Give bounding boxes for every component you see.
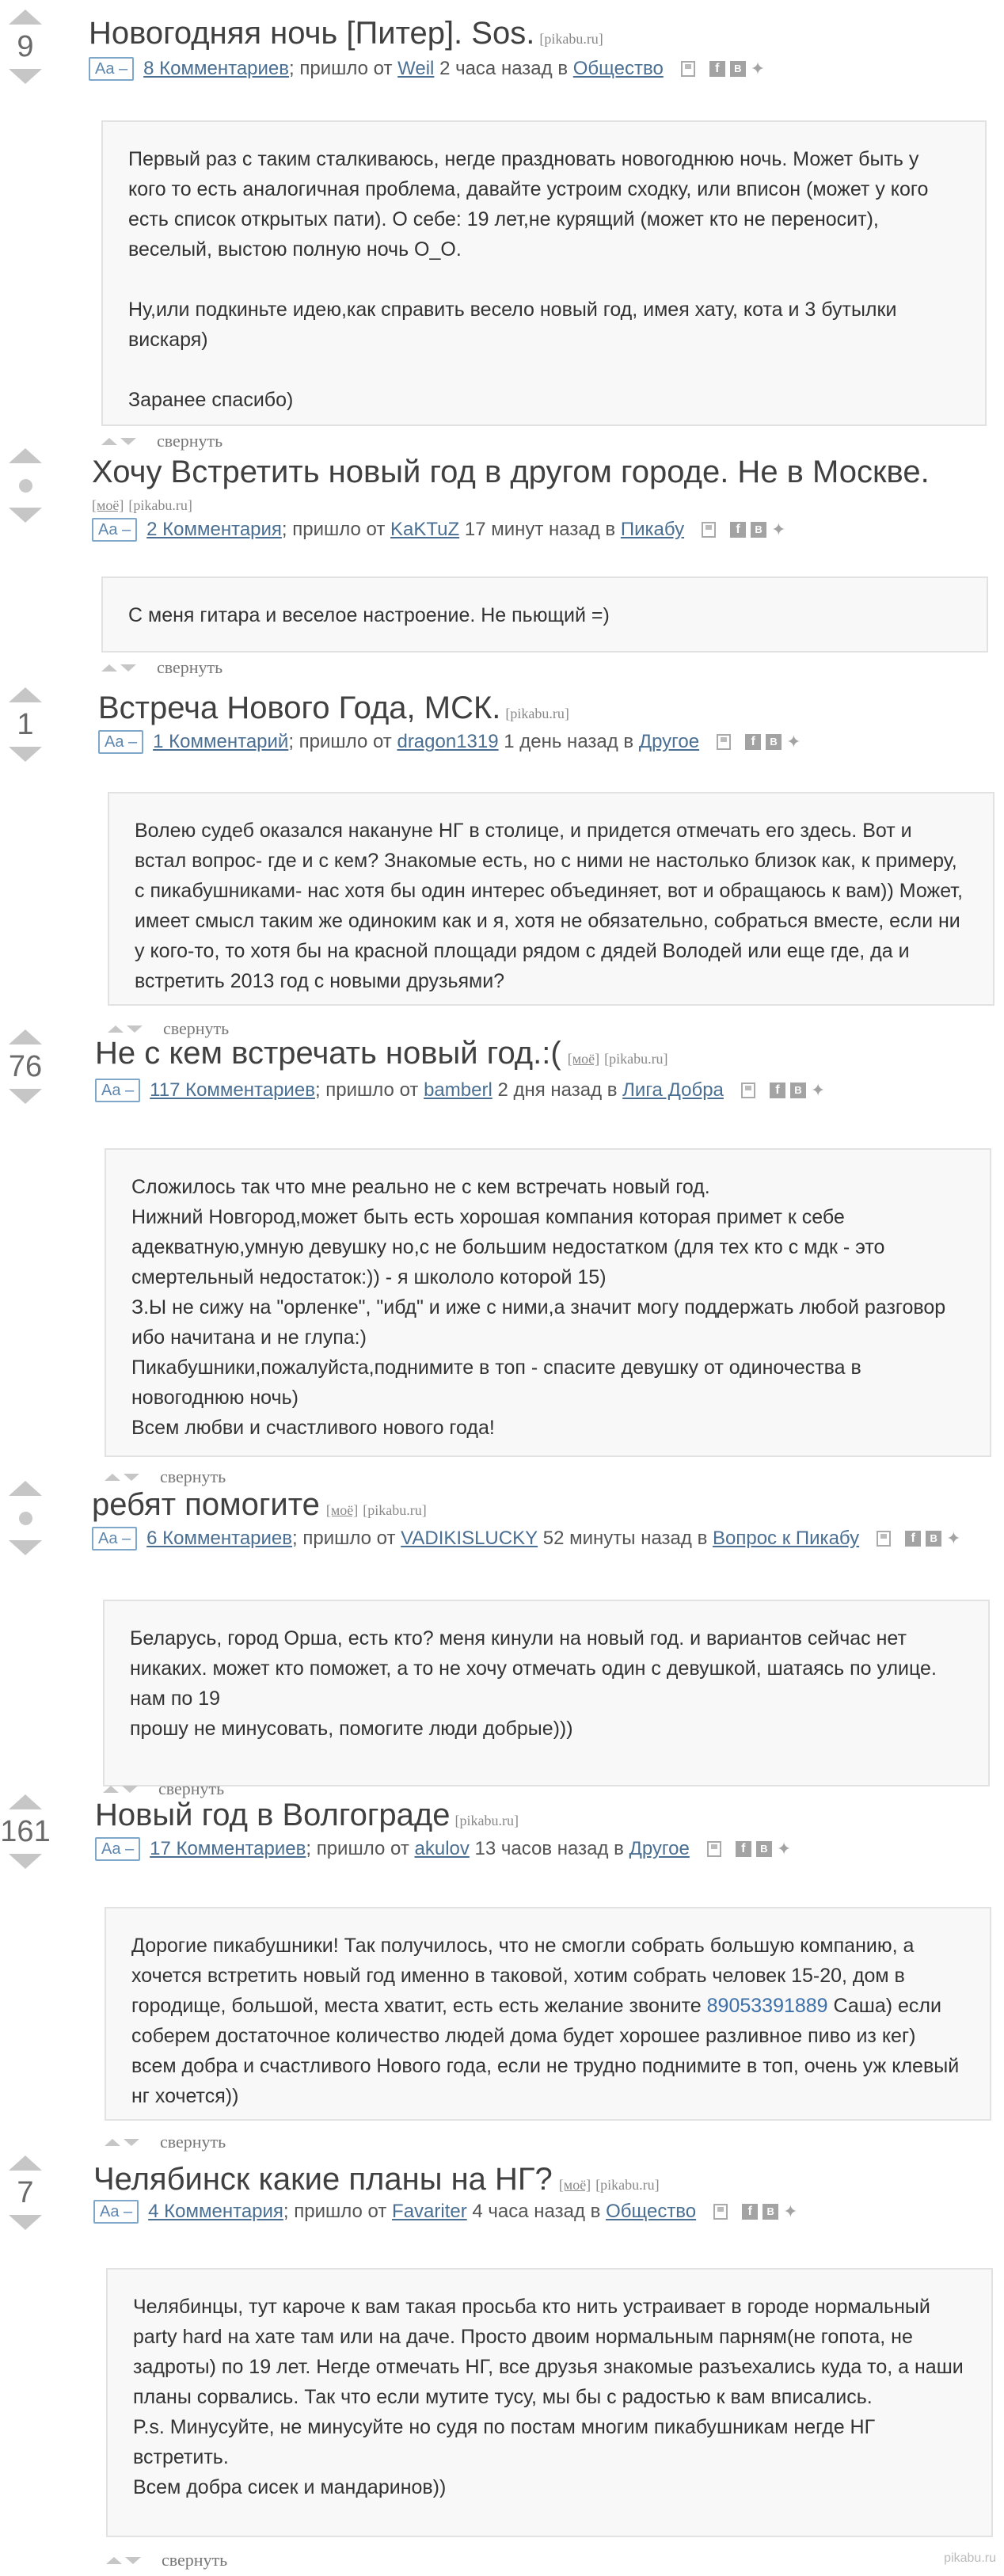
meta-in-label: в (557, 58, 569, 79)
post-time: 2 дня назад (497, 1079, 603, 1101)
downvote-icon[interactable] (9, 1089, 42, 1104)
post-meta (93, 2200, 798, 2224)
facebook-icon[interactable]: f (905, 1531, 921, 1547)
source-tag: [pikabu.ru] (539, 31, 603, 47)
font-size-toggle[interactable]: Aa – (93, 2200, 139, 2224)
upvote-icon[interactable] (9, 2156, 42, 2171)
vk-icon[interactable]: B (730, 61, 746, 77)
vk-icon[interactable]: B (763, 2204, 778, 2220)
post-paragraph (131, 1931, 964, 2111)
small-upvote-icon[interactable] (101, 664, 117, 672)
meta-in-label: в (697, 1528, 708, 1549)
source-tag: [pikabu.ru] (363, 1502, 427, 1518)
post-body (105, 1907, 991, 2121)
post-paragraph: Первый раз с таким сталкиваюсь, негде праздновать новогоднюю ночь. Может быть у кого то есть аналогичная проблема, давайте устроим сходку, или вписон (может у кого есть список открытых пати). О себе: 19 лет,не курящий (может кто не переносит), веселый, выстою полную ночь О_О. (128, 148, 929, 261)
source-tag: [pikabu.ru] (505, 706, 569, 721)
post-title-link[interactable]: ребят помогите (92, 1487, 320, 1522)
facebook-icon[interactable]: f (709, 61, 725, 77)
post-title-row (95, 1034, 668, 1072)
vote-column (0, 2156, 51, 2230)
own-post-tag[interactable]: [моё] (92, 497, 124, 513)
post-body (105, 1148, 991, 1457)
vk-icon[interactable]: B (766, 734, 782, 750)
category-link[interactable]: Другое (638, 731, 700, 752)
meta-from-label: ; пришло от (314, 1079, 419, 1101)
meta-in-label: в (614, 1838, 624, 1859)
vk-icon[interactable]: B (790, 1083, 806, 1098)
twitter-icon[interactable]: ✦ (786, 732, 801, 751)
post-meta (95, 1079, 825, 1102)
meta-from-label: ; пришло от (288, 731, 392, 752)
small-upvote-icon[interactable] (106, 2557, 122, 2564)
meta-from-label: ; пришло от (289, 58, 393, 79)
small-upvote-icon[interactable] (103, 1786, 119, 1793)
font-size-toggle[interactable]: Aa – (92, 1527, 137, 1551)
comments-link[interactable]: 1 Комментарий (153, 731, 289, 752)
small-upvote-icon[interactable] (105, 1474, 120, 1481)
small-downvote-icon[interactable] (125, 2557, 141, 2564)
small-downvote-icon[interactable] (120, 438, 136, 445)
own-post-tag[interactable]: [моё] (558, 2177, 591, 2193)
vote-column (0, 10, 51, 84)
meta-from-label: ; пришло от (306, 1838, 409, 1859)
post-paragraph: С меня гитара и веселое настроение. Не пьющий =) (128, 604, 610, 626)
upvote-icon[interactable] (9, 10, 42, 25)
collapse-link[interactable]: свернуть (163, 1018, 230, 1038)
vk-icon[interactable]: B (751, 522, 766, 538)
vote-column (0, 1481, 51, 1555)
twitter-icon[interactable]: ✦ (771, 519, 786, 539)
source-tag: [pikabu.ru] (595, 2177, 660, 2193)
post-tags-row (86, 497, 192, 514)
save-icon[interactable] (717, 734, 731, 750)
small-upvote-icon[interactable] (101, 438, 117, 445)
downvote-icon[interactable] (9, 69, 42, 84)
facebook-icon[interactable]: f (745, 734, 761, 750)
collapse-row (101, 657, 222, 678)
upvote-icon[interactable] (9, 687, 42, 702)
comments-link[interactable]: 8 Комментариев (143, 58, 290, 79)
paragraph-gap (128, 264, 960, 295)
collapse-link[interactable]: свернуть (157, 431, 223, 451)
post-title-link[interactable]: Новогодняя ночь [Питер]. Sos. (89, 16, 535, 51)
post-paragraph: Челябинцы, тут кароче к вам такая просьба кто нить устраивает в городе нормальный party hard на хате там или на даче. Просто двоим нормальным парням(не гопота, не задроты) по 19 лет. Негде отмечать НГ, все друзья знакомые разъехались куда то, а наши планы сорвались. Так что если мутите тусу, мы бы с радостью к вам вписались. (133, 2296, 964, 2408)
meta-from-label: ; пришло от (281, 519, 386, 540)
collapse-link[interactable]: свернуть (157, 657, 223, 677)
category-link[interactable]: Лига Добра (622, 1079, 724, 1101)
post-time: 13 часов назад (474, 1838, 609, 1859)
meta-in-label: в (607, 1079, 618, 1101)
category-link[interactable]: Другое (629, 1838, 690, 1859)
author-link[interactable]: akulov (414, 1838, 470, 1859)
meta-in-label: в (623, 731, 634, 752)
small-downvote-icon[interactable] (122, 1786, 138, 1793)
post-paragraph: Пикабушники,пожалуйста,поднимите в топ - спасите девушку от одиночества в новогоднюю ночь) (131, 1356, 861, 1409)
vote-column (0, 687, 51, 762)
small-downvote-icon[interactable] (124, 1474, 139, 1481)
neutral-score-dot (0, 463, 51, 508)
category-link[interactable]: Вопрос к Пикабу (713, 1528, 860, 1549)
save-icon[interactable] (713, 2204, 728, 2220)
twitter-icon[interactable]: ✦ (776, 1839, 792, 1859)
post-body (108, 792, 994, 1006)
small-downvote-icon[interactable] (120, 664, 136, 672)
post-score: 76 (8, 1050, 43, 1083)
author-link[interactable]: KaKTuZ (390, 519, 460, 540)
vk-icon[interactable]: B (756, 1841, 772, 1857)
font-size-toggle[interactable]: Aa – (98, 730, 143, 754)
post-title-row (93, 2160, 660, 2198)
post-paragraph: Нижний Новгород,может быть есть хорошая компания которая примет к себе адекватную,умную девушку но,с не большим недостатком (для тех кто с мдк - это смертельный недостаток:)) - я школоло которой 15) (131, 1206, 885, 1288)
author-link[interactable]: Weil (397, 58, 435, 79)
post-paragraph: P.s. Минусуйте, не минусуйте но судя по постам многим пикабушникам негде НГ встретить. (133, 2416, 876, 2468)
collapse-row (105, 2132, 226, 2152)
post-time: 17 минут назад (464, 519, 600, 540)
comments-link[interactable]: 4 Комментария (148, 2201, 283, 2222)
post-time: 52 минуты назад (542, 1528, 692, 1549)
font-size-toggle[interactable]: Aa – (89, 57, 134, 81)
downvote-icon[interactable] (9, 1540, 42, 1555)
downvote-icon[interactable] (9, 747, 42, 762)
neutral-score-dot (0, 1496, 51, 1540)
save-icon[interactable] (877, 1531, 891, 1547)
downvote-icon[interactable] (9, 1854, 42, 1869)
phone-number[interactable]: 89053391889 (706, 1995, 828, 2017)
source-tag: [pikabu.ru] (454, 1813, 519, 1828)
post-time: 1 день назад (504, 731, 618, 752)
post-paragraph: Волею судеб оказался накануне НГ в столице, и придется отмечать его здесь. Вот и встал вопрос- где и с кем? Знакомые есть, но с ними не настолько близок как, к примеру, с пикабушниками- нас хотя бы один интерес объединяет, вот и обращаюсь к вам)) Может, имеет смысл таким же одиноким как и я, хотя не обязательно, собраться вместе, если ни у кого-то, то хотя бы на красной площади рядом с дядей Володей или еще где, да и встретить 2013 год с новыми друзьями? (135, 820, 963, 992)
author-link[interactable]: bamberl (424, 1079, 492, 1101)
upvote-icon[interactable] (9, 1481, 42, 1496)
vote-column (0, 448, 51, 523)
meta-from-label: ; пришло от (292, 1528, 396, 1549)
twitter-icon[interactable]: ✦ (810, 1080, 826, 1100)
category-link[interactable]: Общество (606, 2201, 697, 2222)
collapse-row (105, 1467, 226, 1487)
post-title-row (89, 14, 603, 52)
font-size-toggle[interactable]: Aa – (95, 1079, 140, 1102)
category-link[interactable]: Пикабу (620, 519, 685, 540)
category-link[interactable]: Общество (572, 58, 664, 79)
source-tag: [pikabu.ru] (604, 1051, 668, 1067)
meta-in-label: в (605, 519, 616, 540)
post-meta (95, 1837, 791, 1861)
post-text: Дорогие пикабушники! Так получилось, что не смогли собрать большую компанию, а хочется встретить новый год именно в таковой, хотим собрать человек 15-20, дом в городище, большой, места хватит, есть есть желание звоните (131, 1935, 915, 2017)
downvote-icon[interactable] (9, 2215, 42, 2230)
watermark: pikabu.ru (944, 2551, 996, 2565)
facebook-icon[interactable]: f (770, 1083, 785, 1098)
small-downvote-icon[interactable] (124, 2139, 139, 2146)
post-meta (89, 57, 765, 81)
post-title-link[interactable]: Челябинск какие планы на НГ? (93, 2162, 553, 2197)
post-body (103, 1600, 990, 1786)
vk-icon[interactable]: B (926, 1531, 941, 1547)
collapse-link[interactable]: свернуть (160, 2132, 226, 2152)
collapse-link[interactable]: свернуть (158, 1779, 225, 1798)
upvote-icon[interactable] (9, 1029, 42, 1044)
post-score: 1 (17, 708, 34, 741)
collapse-link[interactable]: свернуть (162, 2550, 228, 2570)
small-upvote-icon[interactable] (105, 2139, 120, 2146)
author-link[interactable]: VADIKISLUCKY (401, 1528, 538, 1549)
comments-link[interactable]: 17 Комментариев (150, 1838, 306, 1859)
facebook-icon[interactable]: f (730, 522, 746, 538)
author-link[interactable]: Favariter (392, 2201, 467, 2222)
paragraph-gap (128, 355, 960, 385)
comments-link[interactable]: 117 Комментариев (150, 1079, 315, 1101)
post-title-row (92, 1486, 427, 1524)
post-paragraph: Заранее спасибо) (128, 389, 294, 411)
post-title-link[interactable]: Не с кем встречать новый год.:( (95, 1036, 561, 1071)
twitter-icon[interactable]: ✦ (783, 2201, 798, 2221)
downvote-icon[interactable] (9, 508, 42, 523)
post-text: Саша) если соберем достаточное количество людей дома будет хорошее разливное пиво из кег) всем добра и счастливого Нового года, если не трудно поднимите в топ, очень уж клевый нг хочется)) (131, 1995, 960, 2107)
post-title-row (92, 453, 930, 491)
upvote-icon[interactable] (9, 448, 42, 463)
post-body (101, 576, 988, 653)
post-paragraph: Беларусь, город Орша, есть кто? меня кинули на новый год. и вариантов сейчас нет никаких. может кто поможет, а то не хочу отмечать один с девушкой, шатаясь по улице. нам по 19 (130, 1627, 937, 1710)
save-icon[interactable] (702, 522, 716, 538)
small-upvote-icon[interactable] (108, 1025, 124, 1033)
post-title-row (98, 689, 569, 727)
font-size-toggle[interactable]: Aa – (92, 518, 137, 542)
save-icon[interactable] (681, 61, 695, 77)
post-paragraph: З.Ы не сижу на "орленке", "ибд" и иже с ними,а значит могу поддержать любой разговор ибо начитана и не глупа:) (131, 1296, 946, 1349)
own-post-tag[interactable]: [моё] (325, 1502, 359, 1518)
save-icon[interactable] (707, 1841, 721, 1857)
post-time: 4 часа назад (472, 2201, 585, 2222)
collapse-row (106, 2550, 227, 2570)
save-icon[interactable] (741, 1083, 755, 1098)
meta-from-label: ; пришло от (283, 2201, 387, 2222)
post-title-row (95, 1796, 519, 1834)
vote-column (0, 1029, 51, 1104)
author-link[interactable]: dragon1319 (397, 731, 499, 752)
upvote-icon[interactable] (9, 1794, 42, 1809)
post-title-link[interactable]: Новый год в Волгограде (95, 1798, 451, 1832)
post-paragraph: Ну,или подкиньте идею,как справить весело новый год, имея хату, кота и 3 бутылки вискаря) (128, 299, 897, 351)
post-body (101, 120, 987, 426)
small-downvote-icon[interactable] (127, 1025, 143, 1033)
twitter-icon[interactable]: ✦ (946, 1528, 961, 1548)
post-title-link[interactable]: Хочу Встретить новый год в другом городе. Не в Москве. (92, 455, 930, 489)
post-paragraph: Всем любви и счастливого нового года! (131, 1417, 495, 1439)
collapse-row (101, 431, 222, 451)
facebook-icon[interactable]: f (742, 2204, 758, 2220)
post-time: 2 часа назад (439, 58, 553, 79)
facebook-icon[interactable]: f (736, 1841, 751, 1857)
post-paragraph: Всем добра сисек и мандаринов)) (133, 2476, 447, 2498)
source-tag: [pikabu.ru] (128, 497, 192, 513)
post-score: 9 (17, 30, 34, 63)
vote-column (0, 1794, 51, 1869)
post-score: 161 (0, 1815, 51, 1848)
post-meta (98, 730, 801, 754)
twitter-icon[interactable]: ✦ (750, 59, 766, 78)
post-meta (92, 518, 786, 542)
post-paragraph: Сложилось так что мне реально не с кем встречать новый год. (131, 1176, 710, 1198)
post-paragraph: прошу не минусовать, помогите люди добрые))) (130, 1718, 573, 1740)
collapse-link[interactable]: свернуть (160, 1467, 226, 1486)
post-score: 7 (17, 2176, 34, 2209)
post-body (106, 2268, 993, 2537)
comments-link[interactable]: 2 Комментария (146, 519, 282, 540)
font-size-toggle[interactable]: Aa – (95, 1837, 140, 1861)
own-post-tag[interactable]: [моё] (567, 1051, 600, 1067)
post-title-link[interactable]: Встреча Нового Года, МСК. (98, 691, 501, 725)
meta-in-label: в (590, 2201, 601, 2222)
comments-link[interactable]: 6 Комментариев (146, 1528, 293, 1549)
post-meta (92, 1527, 961, 1551)
